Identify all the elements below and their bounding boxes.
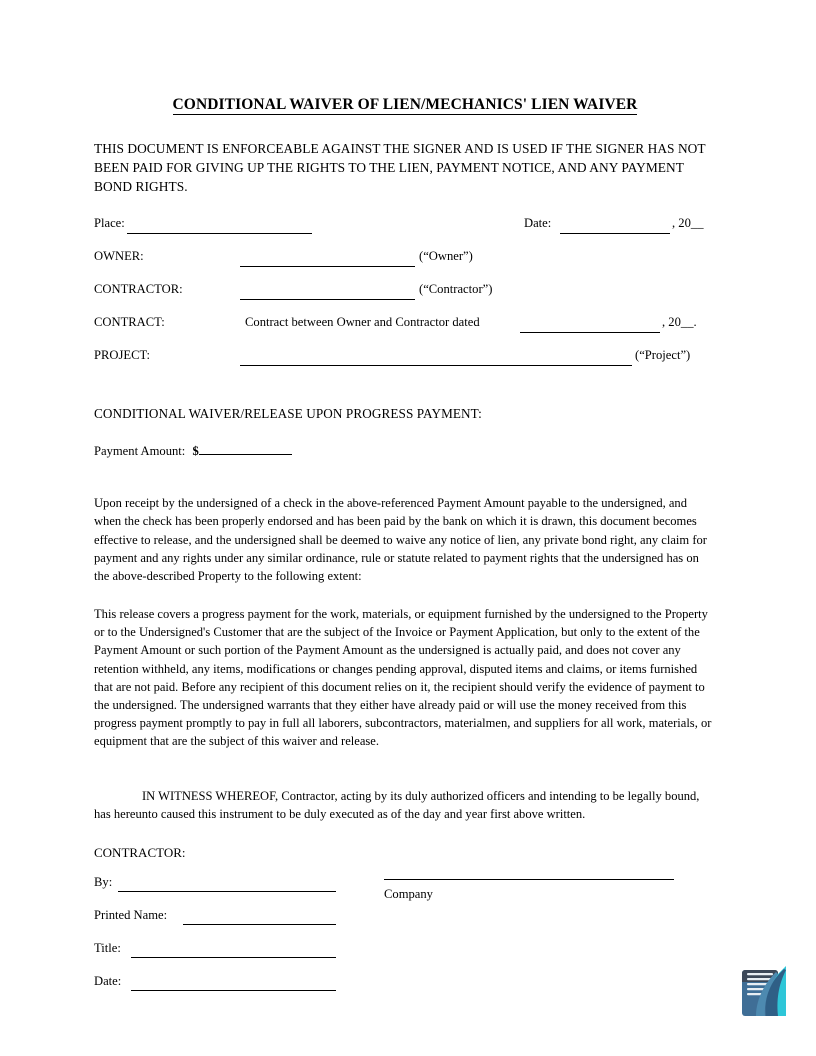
document-content bbox=[94, 0, 716, 1005]
contract-date-input[interactable] bbox=[520, 332, 660, 333]
signature-row-title bbox=[94, 941, 716, 974]
date-label: Date: bbox=[524, 216, 552, 231]
printed-name-label: Printed Name: bbox=[94, 907, 168, 922]
date-input[interactable] bbox=[560, 233, 670, 234]
contractor-label: CONTRACTOR: bbox=[94, 282, 183, 297]
release-paragraph-1: Upon receipt by the undersigned of a check in the above-referenced Payment Amount payable to the undersigned, and when the check has been properly endorsed and has been paid by the bank on which it is drawn, this document becomes effective to release, and the undersigned shall be deemed to waive any notice of lien, any private bond right, any claim for payment and any rights under any similar ordinance, rule or statute related to payment rights that the undersigned has on the above-described Property to the following extent: bbox=[94, 496, 707, 583]
signature-block bbox=[94, 875, 716, 1005]
intro-statement: THIS DOCUMENT IS ENFORCEABLE AGAINST THE SIGNER AND IS USED IF THE SIGNER HAS NOT BEEN PAID FOR GIVING UP THE RIGHTS TO THE LIEN, PAYMENT NOTICE, AND ANY PAYMENT BOND RIGHTS. bbox=[94, 141, 706, 195]
project-input[interactable] bbox=[240, 365, 632, 366]
contractor-input[interactable] bbox=[240, 299, 415, 300]
payment-amount-input[interactable] bbox=[199, 454, 292, 455]
form-fields bbox=[94, 217, 716, 382]
section-heading: CONDITIONAL WAIVER/RELEASE UPON PROGRESS PAYMENT: bbox=[94, 406, 482, 422]
owner-note: (“Owner”) bbox=[419, 249, 473, 264]
signature-date-label: Date: bbox=[94, 973, 122, 988]
contract-year-suffix: , 20__. bbox=[662, 315, 697, 330]
page-title-text: CONDITIONAL WAIVER OF LIEN/MECHANICS' LIEN WAIVER bbox=[172, 96, 638, 113]
field-row-contract bbox=[94, 316, 716, 349]
witness-clause: IN WITNESS WHEREOF, Contractor, acting by its duly authorized officers and intending to be legally bound, has hereunto caused this instrument to be duly executed as of the day and year first above written. bbox=[94, 788, 700, 821]
contractor-note: (“Contractor”) bbox=[419, 282, 493, 297]
project-note: (“Project”) bbox=[635, 348, 691, 363]
company-field bbox=[384, 879, 674, 902]
contract-label: CONTRACT: bbox=[94, 315, 165, 330]
title-label: Title: bbox=[94, 940, 121, 955]
date-year-suffix: , 20__ bbox=[672, 216, 704, 231]
field-row-project bbox=[94, 349, 716, 382]
page-title bbox=[94, 0, 716, 113]
company-label: Company bbox=[384, 886, 433, 901]
by-input[interactable] bbox=[118, 891, 336, 892]
signature-row-date bbox=[94, 974, 716, 1007]
owner-label: OWNER: bbox=[94, 249, 144, 264]
payment-amount-row bbox=[94, 422, 716, 472]
title-input[interactable] bbox=[131, 957, 336, 958]
field-row-place-date bbox=[94, 217, 716, 250]
contract-description: Contract between Owner and Contractor dated bbox=[245, 315, 480, 330]
contractor-signature-heading: CONTRACTOR: bbox=[94, 844, 186, 860]
signature-row-printed-name bbox=[94, 908, 716, 941]
field-row-contractor bbox=[94, 283, 716, 316]
printed-name-input[interactable] bbox=[183, 924, 336, 925]
signature-date-input[interactable] bbox=[131, 990, 336, 991]
by-label: By: bbox=[94, 874, 113, 889]
payment-amount-label: Payment Amount: bbox=[94, 444, 186, 459]
place-label: Place: bbox=[94, 216, 125, 231]
document-page-logo bbox=[740, 964, 792, 1020]
currency-symbol: $ bbox=[192, 444, 199, 459]
place-input[interactable] bbox=[127, 233, 312, 234]
release-paragraph-2: This release covers a progress payment for the work, materials, or equipment furnished by the undersigned to the Property or to the Undersigned's Customer that are the subject of the Invoice or Payment Application, but only to the extent of the Payment Amount or such portion of the Payment Amount as the undersigned is actually paid, and does not cover any retention withheld, any items, modifications or changes pending approval, disputed items and claims, or items furnished that are not paid. Before any recipient of this document relies on it, the recipient should verify the evidence of payment to the undersigned. The undersigned warrants that they either have already paid or will use the money received from this progress payment promptly to pay in full all laborers, subcontractors, materialmen, and suppliers for all work, materials, or equipment that are the subject of this waiver and release. bbox=[94, 607, 712, 749]
project-label: PROJECT: bbox=[94, 348, 151, 363]
field-row-owner bbox=[94, 250, 716, 283]
owner-input[interactable] bbox=[240, 266, 415, 267]
